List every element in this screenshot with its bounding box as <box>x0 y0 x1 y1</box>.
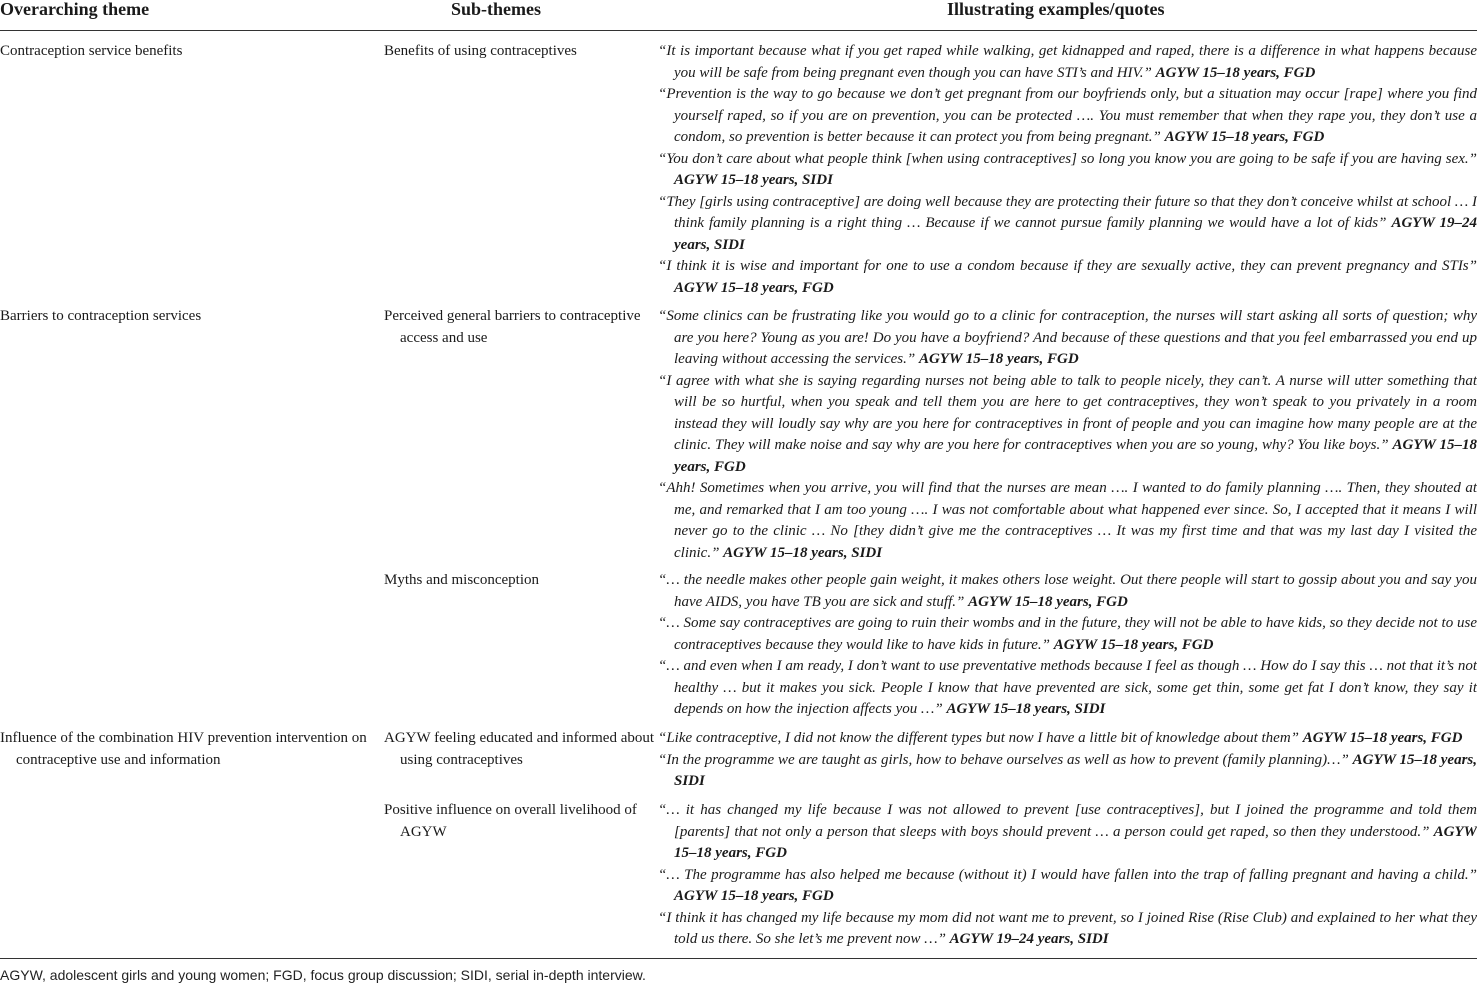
quote-group-general-barriers <box>658 306 1477 564</box>
quote-text: “Ahh! Sometimes when you arrive, you will find that the nurses are mean …. I wanted to do family planning …. Then, they shouted at me, and remarked that I am too young …. I was not comfortable about what happened ever since. So, I accepted that it means I will never go to the clinic … No [they didn’t give me the contraceptives … It was my first time and that was my last day I visited the clinic.” <box>658 480 1477 561</box>
quote-attribution: AGYW 15–18 years, SIDI <box>674 751 1477 789</box>
quote-attribution: AGYW 15–18 years, FGD <box>1053 636 1214 653</box>
quote-text: “Some clinics can be frustrating like you would go to a clinic for contraception, the nurses will start asking all sorts of question; why are you here? Young as you are! Do you have a boyfriend? And because of these questions and that you feel embarrassed you end up leaving without accessing the services.” <box>658 308 1477 367</box>
theme-barriers: Barriers to contraception services <box>0 308 202 324</box>
quote <box>658 800 1477 865</box>
quote <box>658 728 1477 750</box>
header-examples: Illustrating examples/quotes <box>947 0 1165 19</box>
quote <box>658 256 1477 299</box>
quote <box>658 84 1477 149</box>
quote-attribution: AGYW 15–18 years, FGD <box>674 823 1477 861</box>
quote <box>658 656 1477 721</box>
quote-text: “They [girls using contraceptive] are doing well because they are protecting their future so that they don’t conceive whilst at school … I think family planning is a right thing … Because if we cannot pursue family planning we would have a lot of kids” <box>658 193 1477 231</box>
quote-attribution: AGYW 15–18 years, FGD <box>968 593 1128 610</box>
quote <box>658 478 1477 564</box>
quote-group-benefits <box>658 41 1477 299</box>
quote-attribution: AGYW 15–18 years, FGD <box>674 888 834 904</box>
quote-attribution: AGYW 19–24 years, SIDI <box>949 931 1109 947</box>
quote-text: “… Some say contraceptives are going to ruin their wombs and in the future, they will not be able to have kids, so they decide not to use contraceptives because they would like to have kids in future.” <box>658 615 1477 653</box>
quote-attribution: AGYW 15–18 years, SIDI <box>946 701 1106 717</box>
quote-text: “Prevention is the way to go because we don’t get pregnant from our boyfriends only, but a situation may occur [rape] where you find yourself raped, so if you are on prevention, you can be protected …. You must remember that when they rape you, they don’t use a condom, so prevention is better because it can protect you from being pregnant.” <box>658 86 1477 145</box>
quote-attribution: AGYW 15–18 years, FGD <box>1155 64 1316 81</box>
quote-text: “I think it is wise and important for one to use a condom because if they are sexually active, they can prevent pregnancy and STIs” <box>658 258 1477 274</box>
table-footnote: AGYW, adolescent girls and young women; FGD, focus group discussion; SIDI, serial in-depth interview. <box>0 967 646 983</box>
quote-text: “In the programme we are taught as girls, how to behave ourselves as well as how to prevent (family planning)…” <box>658 751 1349 768</box>
quote <box>658 192 1477 257</box>
quote <box>658 865 1477 908</box>
quote <box>658 613 1477 656</box>
theme-contraception-benefits: Contraception service benefits <box>0 43 183 59</box>
quote-group-myths <box>658 570 1477 721</box>
quote-attribution: AGYW 15–18 years, FGD <box>674 279 834 296</box>
table-bottom-rule <box>0 958 1477 959</box>
quote-text: “I agree with what she is saying regarding nurses not being able to talk to people nicely, they can’t. A nurse will utter something that will be so hurtful, when you speak and tell them you are here to get contraceptives, they won’t speak to you privately in a room instead they will loudly say why are you here for contraceptives in front of people and you can imagine how many people are at the clinic. They will make noise and say why are you here for contraceptives when you are so young, why? You like boys.” <box>658 372 1477 453</box>
theme-intervention-influence: Influence of the combination HIV prevention intervention on contraceptive use and information <box>0 730 367 768</box>
quote-group-educated <box>658 728 1477 793</box>
quote-text: “… the needle makes other people gain weight, it makes others lose weight. Out there people will start to gossip about you and say you have AIDS, you have TB you are sick and stuff.” <box>658 572 1477 610</box>
quote-group-livelihood <box>658 800 1477 951</box>
quote-text: “… it has changed my life because I was not allowed to prevent [use contraceptives], but I joined the programme and told them [parents] that not only a person that sleeps with boys should prevent … a person could get raped, so then they understood.” <box>658 802 1477 840</box>
quote <box>658 570 1477 613</box>
quote <box>658 371 1477 479</box>
subtheme-educated: AGYW feeling educated and informed about using contraceptives <box>384 730 655 768</box>
quote-attribution: AGYW 15–18 years, FGD <box>918 351 1079 367</box>
quote-attribution: AGYW 15–18 years, FGD <box>1302 730 1463 746</box>
quote <box>658 750 1477 793</box>
quote <box>658 41 1477 84</box>
quote-attribution: AGYW 15–18 years, FGD <box>1164 129 1325 145</box>
quote-text: “It is important because what if you get raped while walking, get kidnapped and raped, there is a difference in what happens because you will be safe from being pregnant even though you can have STI’s and HIV.” <box>658 43 1477 81</box>
table-header <box>0 0 1477 31</box>
quote-attribution: AGYW 19–24 years, SIDI <box>674 215 1477 253</box>
quote-text: “… The programme has also helped me because (without it) I would have fallen into the trap of falling pregnant and having a child.” <box>658 866 1477 883</box>
quote-text: “I think it has changed my life because my mom did not want me to prevent, so I joined Rise (Rise Club) and explained to her what they told us there. So she let’s me prevent now …” <box>658 909 1477 947</box>
quote-attribution: AGYW 15–18 years, FGD <box>674 437 1477 475</box>
quote-text: “You don’t care about what people think [when using contraceptives] so long you know you are going to be safe if you are having sex.” <box>658 150 1477 167</box>
quote <box>658 908 1477 951</box>
quote <box>658 149 1477 192</box>
subtheme-livelihood: Positive influence on overall livelihood of AGYW <box>384 802 637 840</box>
quote-attribution: AGYW 15–18 years, SIDI <box>723 544 883 561</box>
quote <box>658 306 1477 371</box>
subtheme-general-barriers: Perceived general barriers to contraceptive access and use <box>384 308 641 346</box>
quote-attribution: AGYW 15–18 years, SIDI <box>674 172 833 188</box>
quote-text: “Like contraceptive, I did not know the different types but now I have a little bit of knowledge about them” <box>658 730 1299 746</box>
header-overarching-theme: Overarching theme <box>0 0 150 19</box>
subtheme-myths: Myths and misconception <box>384 572 539 588</box>
header-sub-themes: Sub-themes <box>451 0 542 19</box>
subtheme-benefits: Benefits of using contraceptives <box>384 43 577 59</box>
quote-text: “… and even when I am ready, I don’t want to use preventative methods because I feel as though … How do I say this … not that it’s not healthy … but it makes you sick. People I know that have prevented are sick, some get thin, some get fat I don’t know, they say it depends on how the injection affects you …” <box>658 658 1477 717</box>
